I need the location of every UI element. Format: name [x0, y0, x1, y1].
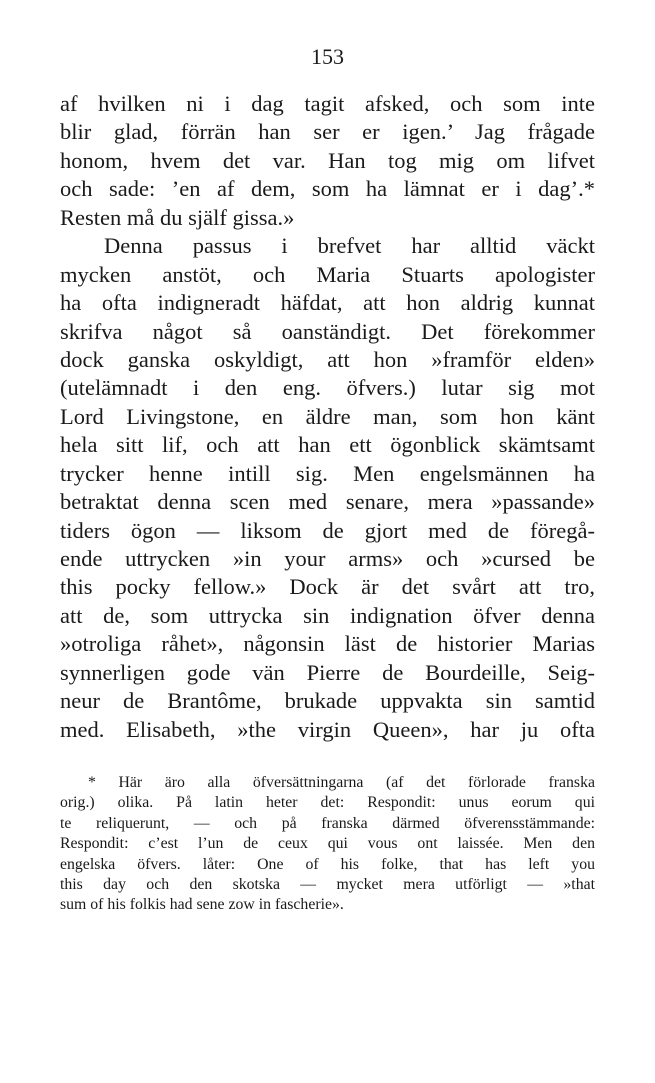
footnote-line: engelska öfvers. låter: One of his folke, that has left you: [60, 855, 595, 873]
text-line: dock ganska oskyldigt, att hon »framför elden»: [60, 346, 595, 372]
text-line: Denna passus i brefvet har alltid väckt: [104, 233, 595, 259]
footnote: [60, 773, 595, 916]
text-line: betraktat denna scen med senare, mera »passande»: [60, 489, 595, 515]
footnote-line: orig.) olika. På latin heter det: Respondit: unus eorum qui: [60, 794, 595, 812]
body-text: [60, 90, 595, 744]
text-line: af hvilken ni i dag tagit afsked, och som inte: [60, 91, 595, 116]
text-line: ende uttrycken »in your arms» och »cursed be: [60, 546, 595, 571]
footnote-line: * Här äro alla öfversättningarna (af det förlorade franska: [88, 774, 595, 791]
text-line: Lord Livingstone, en äldre man, som hon känt: [60, 403, 595, 429]
text-line: synnerligen gode vän Pierre de Bourdeille, Seig-: [60, 659, 595, 685]
text-line: ha ofta indigneradt häfdat, att hon aldrig kunnat: [60, 290, 595, 316]
text-line: tiders ögon — liksom de gjort med de föregå-: [60, 517, 595, 543]
text-line: honom, hvem det var. Han tog mig om lifvet: [60, 147, 595, 173]
text-line: mycken anstöt, och Maria Stuarts apologister: [60, 261, 595, 287]
text-line: Resten må du själf gissa.»: [60, 204, 295, 230]
text-line: »otroliga råhet», någonsin läst de historier Marias: [60, 631, 595, 657]
text-line: this pocky fellow.» Dock är det svårt att tro,: [60, 574, 595, 600]
footnote-line: Respondit: c’est l’un de ceux qui vous ont laissée. Men den: [60, 835, 595, 853]
text-line: trycker henne intill sig. Men engelsmännen ha: [60, 460, 595, 486]
footnote-line: this day och den skotska — mycket mera utförligt — »that: [60, 875, 595, 893]
text-line: skrifva något så oanständigt. Det förekommer: [60, 318, 595, 344]
text-line: och sade: ’en af dem, som ha lämnat er i dag’.*: [60, 176, 595, 202]
text-line: hela sitt lif, och att han ett ögonblick skämtsamt: [60, 432, 595, 458]
text-line: blir glad, förrän han ser er igen.’ Jag frågade: [60, 119, 595, 145]
text-line: (utelämnadt i den eng. öfvers.) lutar sig mot: [60, 375, 595, 401]
page-number: 153: [311, 44, 344, 69]
footnote-line: sum of his folkis had sene zow in fascherie».: [60, 896, 344, 914]
text-line: att de, som uttrycka sin indignation öfver denna: [60, 602, 595, 628]
footnote-line: te reliquerunt, — och på franska därmed öfverensstämmande:: [60, 814, 595, 832]
text-line: med. Elisabeth, »the virgin Queen», har ju ofta: [60, 716, 595, 742]
text-line: neur de Brantôme, brukade uppvakta sin samtid: [60, 688, 595, 714]
